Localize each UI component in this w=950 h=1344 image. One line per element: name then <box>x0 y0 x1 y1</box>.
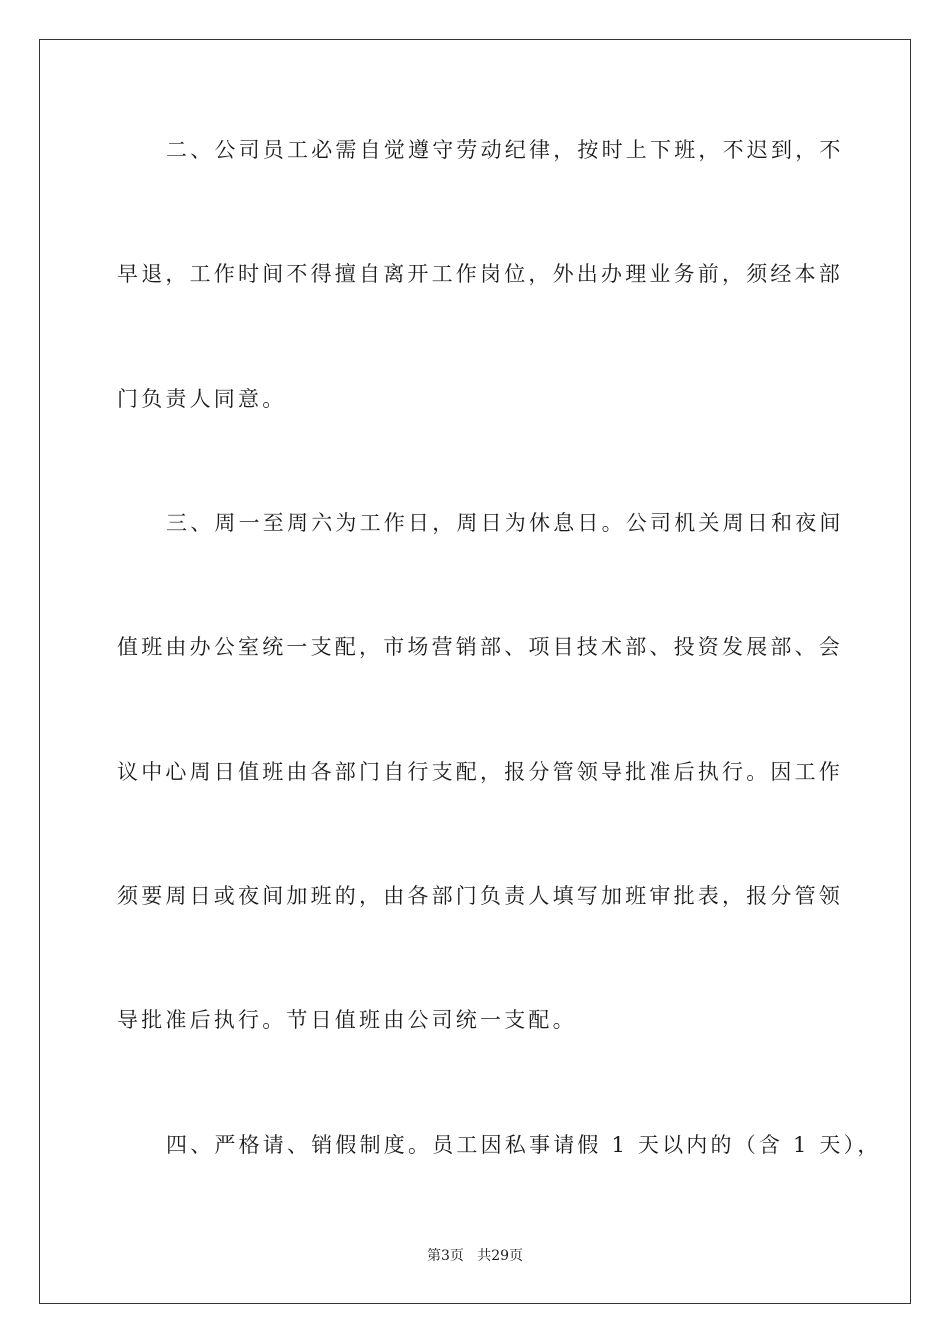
paragraph-line: 四、严格请、销假制度。员工因私事请假 1 天以内的（含 1 天）， <box>166 1133 882 1157</box>
paragraph-line: 须要周日或夜间加班的，由各部门负责人填写加班审批表，报分管领 <box>117 884 843 908</box>
paragraph-line: 导批准后执行。节日值班由公司统一支配。 <box>117 1008 577 1032</box>
paragraph-line: 门负责人同意。 <box>117 387 287 411</box>
paragraph-line: 三、周一至周六为工作日，周日为休息日。公司机关周日和夜间 <box>166 511 844 535</box>
paragraph-line: 议中心周日值班由各部门自行支配，报分管领导批准后执行。因工作 <box>117 760 843 784</box>
page-number-footer: 第3页 共29页 <box>426 1248 524 1264</box>
paragraph-line: 早退，工作时间不得擅自离开工作岗位，外出办理业务前，须经本部 <box>117 262 843 286</box>
paragraph-line: 值班由办公室统一支配，市场营销部、项目技术部、投资发展部、会 <box>117 635 843 659</box>
paragraph-line: 二、公司员工必需自觉遵守劳动纪律，按时上下班，不迟到，不 <box>166 138 844 162</box>
page-border <box>39 39 911 1304</box>
